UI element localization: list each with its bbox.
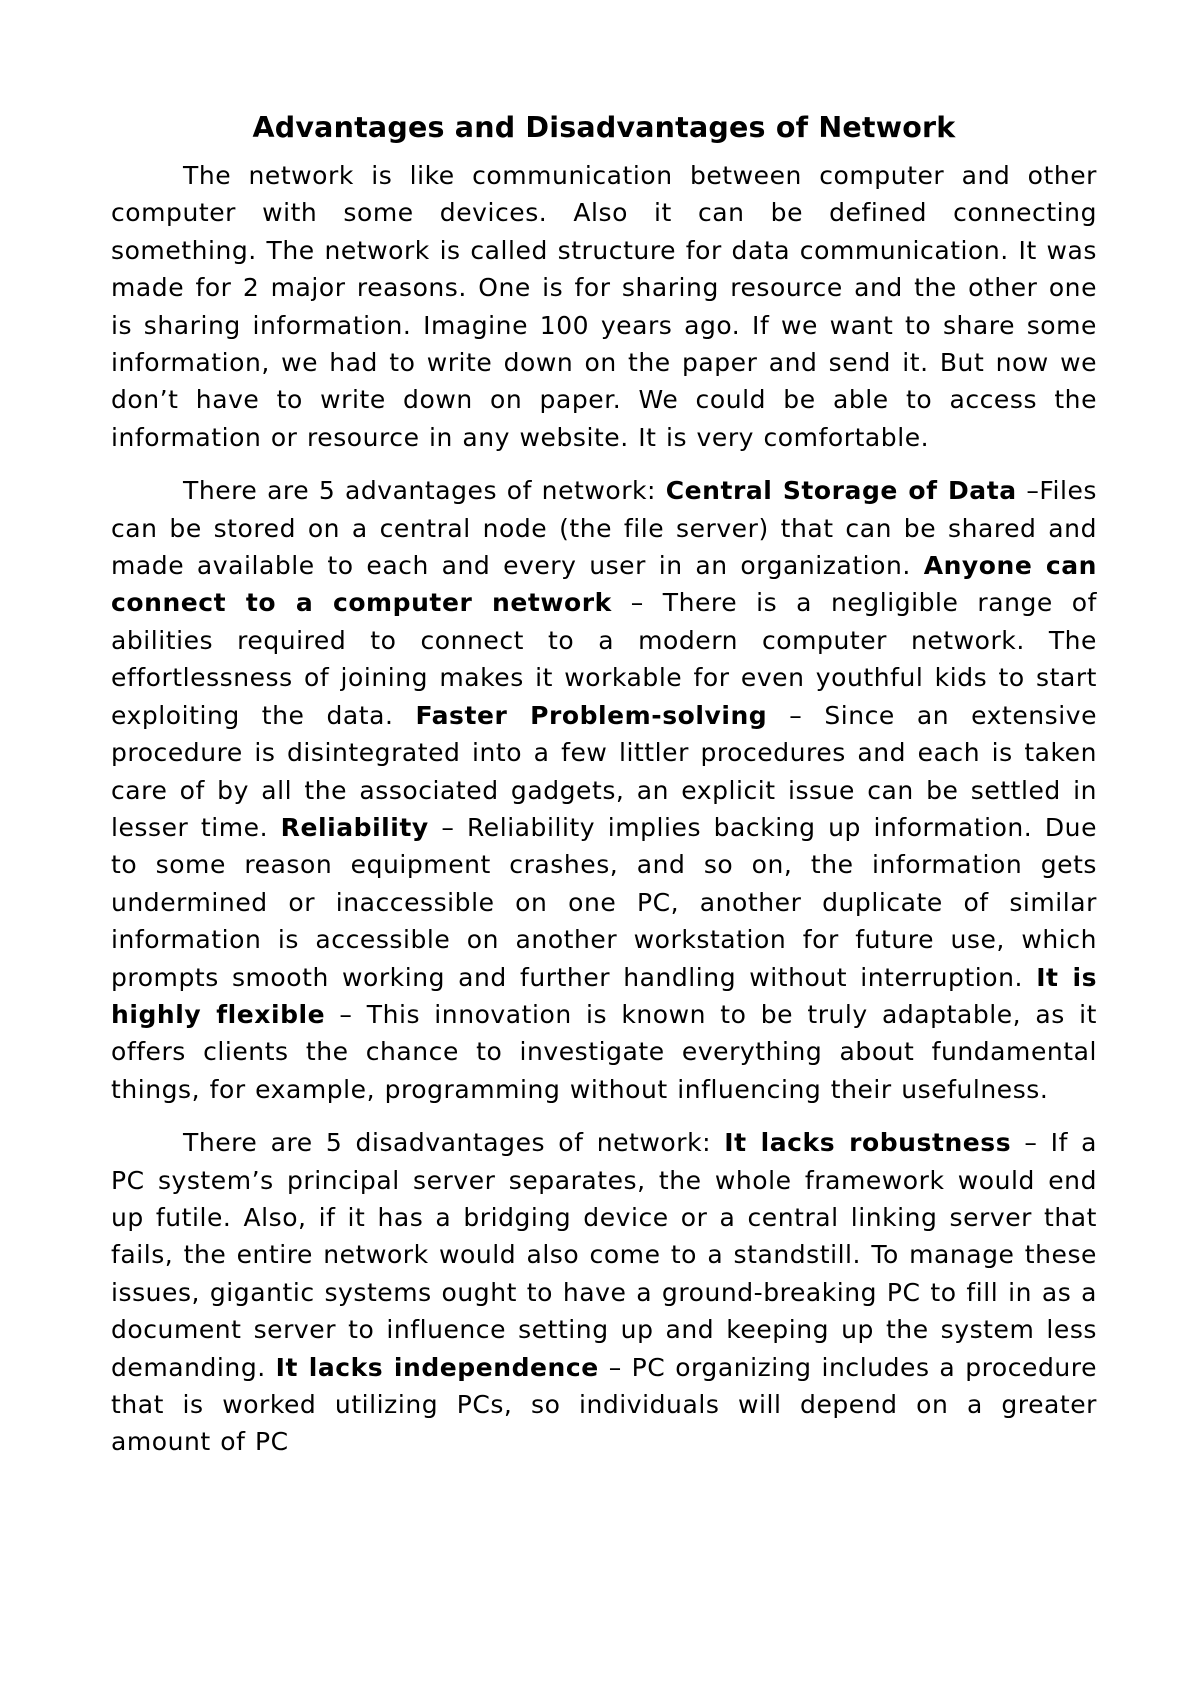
disadvantage-text-lacks-independence: – PC organizing includes a procedure that is worked utilizing PCs, so individuals will depend on a greater amount of PC <box>111 1352 1098 1457</box>
disadvantage-text-lacks-robustness: – If a PC system’s principal server separates, the whole framework would end up futile. Also, if it has a bridging device or a central linking server that fails, the entire network would also come to a standstill. To manage these issues, gigantic systems ought to have a ground-breaking PC to fill in as a document server to influence setting up and keeping up the system less demanding. <box>111 1128 1098 1382</box>
disadvantage-term-lacks-robustness: It lacks robustness <box>724 1128 1012 1158</box>
advantage-term-reliability: Reliability <box>280 812 429 842</box>
intro-paragraph: The network is like communication between computer and other computer with some devices. Also it can be defined connecting something. The network is called structure for data communication. It was made for 2 major reasons. One is for sharing resource and the other one is sharing information. Imagine 100 years ago. If we want to share some information, we had to write down on the paper and send it. But now we don’t have to write down on paper. We could be able to access the information or resource in any website. It is very comfortable. <box>111 161 1097 452</box>
advantage-term-faster-problem-solving: Faster Problem-solving <box>415 700 768 730</box>
advantages-lead: There are 5 advantages of network: <box>183 476 666 506</box>
disadvantages-paragraph <box>111 1124 1097 1461</box>
document-title: Advantages and Disadvantages of Network <box>252 111 956 144</box>
advantage-text-central-storage: –Files can be stored on a central node (the file server) that can be shared and made available to each and every user in an organization. <box>111 476 1097 581</box>
disadvantages-lead: There are 5 disadvantages of network: <box>183 1128 725 1158</box>
advantage-term-central-storage: Central Storage of Data <box>665 476 1017 506</box>
advantage-text-highly-flexible: – This innovation is known to be truly adaptable, as it offers clients the chance to investigate everything about fundamental things, for example, programming without influencing their usefulness. <box>111 999 1097 1104</box>
advantage-text-reliability: – Reliability implies backing up information. Due to some reason equipment crashes, and so on, the information gets undermined or inaccessible on one PC, another duplicate of similar information is accessible on another workstation for future use, which prompts smooth working and further handling without interruption. <box>111 812 1097 992</box>
advantage-term-highly-flexible: It is highly flexible <box>111 962 1097 1029</box>
advantages-paragraph <box>111 472 1097 1108</box>
advantage-text-anyone-can-connect: – There is a negligible range of abilities required to connect to a modern computer network. The effortlessness of joining makes it workable for even youthful kids to start exploiting the data. <box>111 588 1098 730</box>
advantage-term-anyone-can-connect: Anyone can connect to a computer network <box>111 551 1098 618</box>
advantage-text-faster-problem-solving: – Since an extensive procedure is disintegrated into a few littler procedures and each is taken care of by all the associated gadgets, an explicit issue can be settled in lesser time. <box>111 700 1097 842</box>
disadvantage-term-lacks-independence: It lacks independence <box>275 1352 599 1382</box>
